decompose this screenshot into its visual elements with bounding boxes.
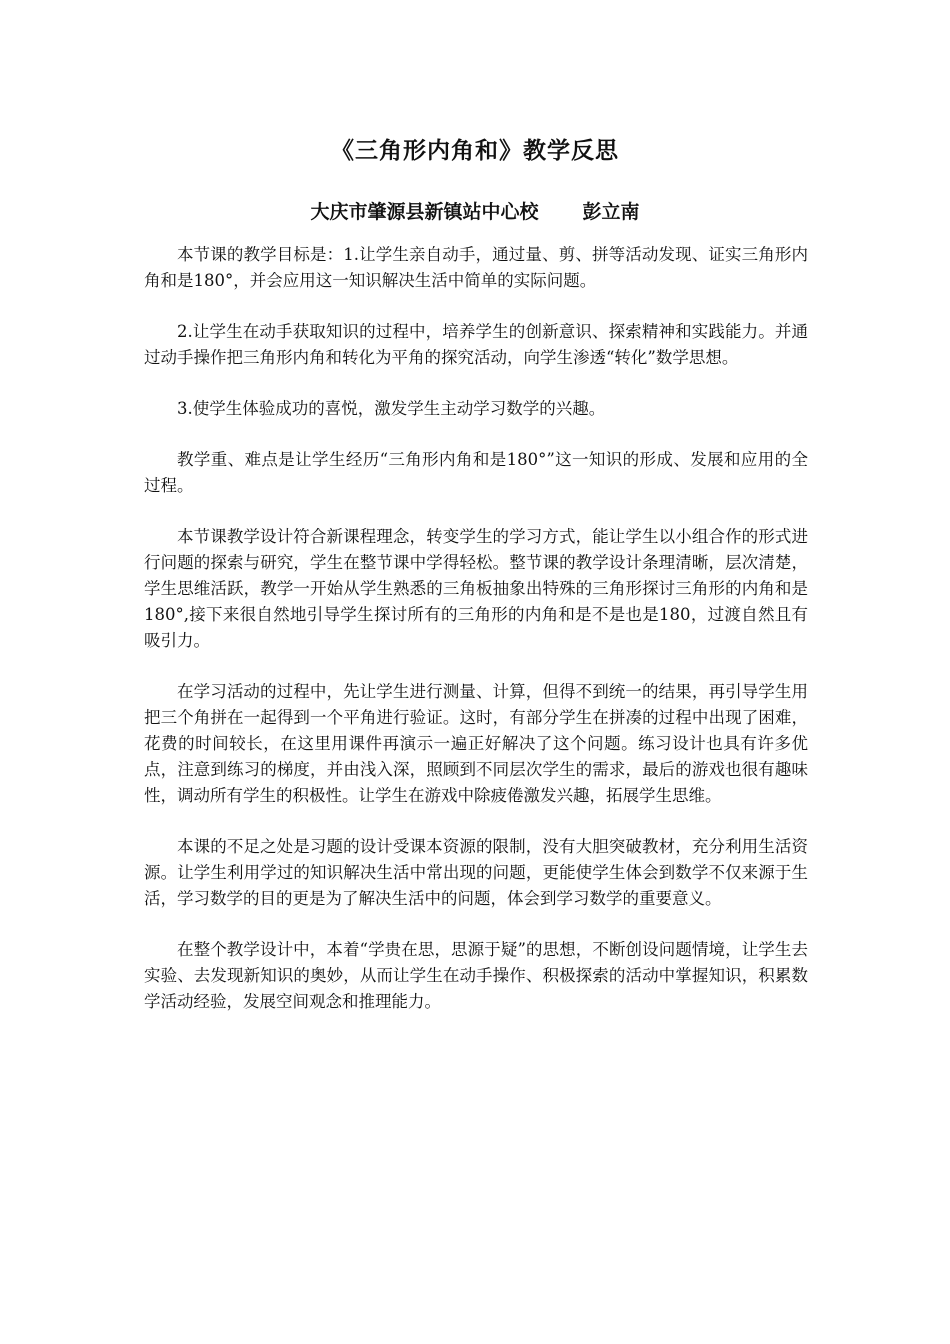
paragraph-activities: 在学习活动的过程中，先让学生进行测量、计算，但得不到统一的结果，再引导学生用把三个角拼在一起得到一个平角进行验证。这时，有部分学生在拼凑的过程中出现了困难，花费的时间较长，在这里用课件再演示一遍正好解决了这个问题。练习设计也具有许多优点，注意到练习的梯度，并由浅入深，照顾到不同层次学生的需求，最后的游戏也很有趣味性，调动所有学生的积极性。让学生在游戏中除疲倦激发兴趣，拓展学生思维。 bbox=[144, 682, 808, 805]
paragraph-teaching-goal-1: 本节课的教学目标是：1.让学生亲自动手，通过量、剪、拼等活动发现、证实三角形内角和是180°，并会应用这一知识解决生活中简单的实际问题。 bbox=[144, 245, 808, 290]
document-byline bbox=[0, 197, 950, 224]
document-body bbox=[144, 242, 808, 1040]
paragraph-teaching-goal-2: 2.让学生在动手获取知识的过程中，培养学生的创新意识、探索精神和实践能力。并通过动手操作把三角形内角和转化为平角的探究活动，向学生渗透“转化”数学思想。 bbox=[144, 322, 808, 367]
byline-school: 大庆市肇源县新镇站中心校 bbox=[310, 201, 539, 223]
paragraph-shortcomings: 本课的不足之处是习题的设计受课本资源的限制，没有大胆突破教材，充分利用生活资源。让学生利用学过的知识解决生活中常出现的问题，更能使学生体会到数学不仅来源于生活，学习数学的目的更是为了解决生活中的问题，体会到学习数学的重要意义。 bbox=[144, 837, 808, 908]
paragraph-teaching-goal-3: 3.使学生体验成功的喜悦，激发学生主动学习数学的兴趣。 bbox=[177, 399, 606, 418]
document-title: 《三角形内角和》教学反思 bbox=[331, 137, 619, 164]
byline-author: 彭立南 bbox=[582, 201, 640, 223]
paragraph-design: 本节课教学设计符合新课程理念，转变学生的学习方式，能让学生以小组合作的形式进行问题的探索与研究，学生在整节课中学得轻松。整节课的教学设计条理清晰，层次清楚，学生思维活跃，教学一开始从学生熟悉的三角板抽象出特殊的三角形探讨三角形的内角和是180°,接下来很自然地引导学生探讨所有的三角形的内角和是不是也是180，过渡自然且有吸引力。 bbox=[144, 527, 808, 650]
paragraph-key-points: 教学重、难点是让学生经历“三角形内角和是180°”这一知识的形成、发展和应用的全过程。 bbox=[144, 450, 808, 495]
paragraph-conclusion: 在整个教学设计中，本着“学贵在思，思源于疑”的思想，不断创设问题情境，让学生去实验、去发现新知识的奥妙，从而让学生在动手操作、积极探索的活动中掌握知识，积累数学活动经验，发展空间观念和推理能力。 bbox=[144, 940, 808, 1011]
